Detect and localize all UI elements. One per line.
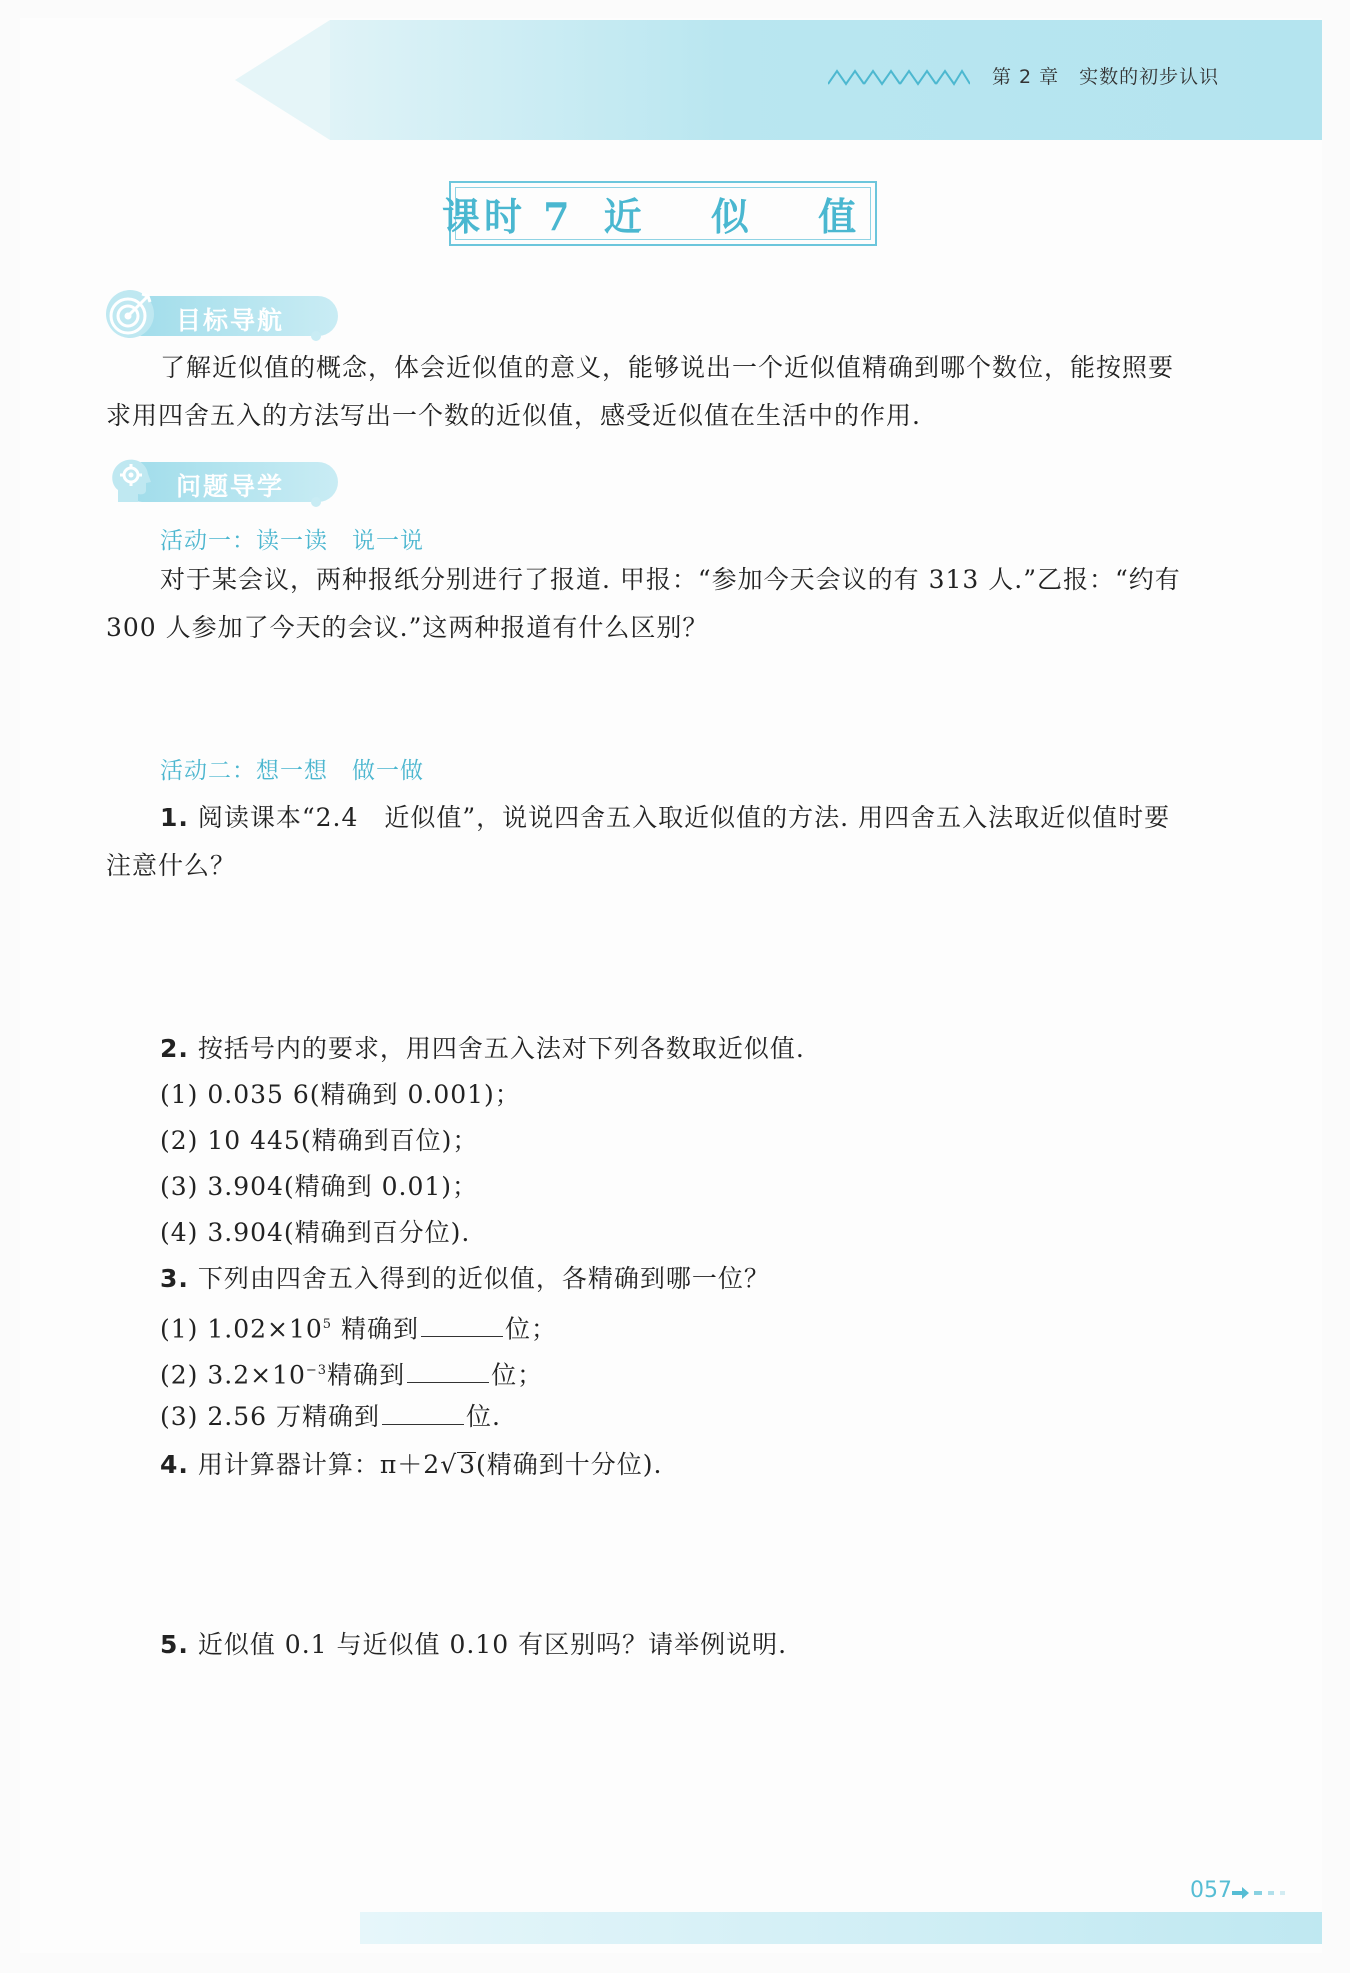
item-text: (2) 3.2×10 (160, 1360, 306, 1390)
item-text: (1) 1.02×10 (160, 1314, 323, 1344)
sqrt-sign: √ (440, 1450, 458, 1479)
header-mountain-icon (828, 68, 970, 86)
goal-line: 了解近似值的概念，体会近似值的意义，能够说出一个近似值精确到哪个数位，能按照要 (160, 353, 1175, 382)
page-number: 057 (1190, 1878, 1232, 1903)
item-text: 精确到 (327, 1360, 406, 1390)
item-text: 位； (505, 1314, 558, 1344)
question-3 (160, 1255, 770, 1303)
goal-section-label: 目标导航 (176, 306, 285, 335)
lesson-title-box (441, 181, 885, 246)
question-number: 3. (160, 1264, 189, 1293)
question-number: 1. (160, 803, 189, 832)
goal-line: 求用四舍五入的方法写出一个数的近似值，感受近似值在生活中的作用. (106, 401, 921, 430)
page-title (442, 186, 884, 241)
question-text: (精确到十分位). (476, 1450, 663, 1479)
question-2-item: (3) 3.904(精确到 0.01)； (160, 1172, 479, 1201)
question-3-item (160, 1393, 501, 1441)
answer-blank[interactable] (421, 1314, 503, 1337)
lesson-number: 课时 7 (441, 194, 574, 239)
pill-tail (311, 497, 321, 507)
question-1-line: 注意什么？ (106, 851, 237, 880)
question-text: 按括号内的要求，用四舍五入法对下列各数取近似值. (197, 1034, 805, 1063)
question-3-item (160, 1301, 557, 1353)
head-gear-icon (104, 454, 156, 506)
question-text: 下列由四舍五入得到的近似值，各精确到哪一位？ (197, 1264, 770, 1293)
question-number: 5. (160, 1630, 189, 1659)
question-text: 近似值 0.1 与近似值 0.10 有区别吗？请举例说明. (197, 1630, 788, 1659)
lesson-topic: 近 似 值 (603, 194, 885, 239)
activity-one-line: 300 人参加了今天的会议.”这两种报道有什么区别？ (106, 613, 709, 642)
header-text (992, 62, 1239, 89)
target-icon (104, 288, 156, 340)
radicand: 3 (459, 1450, 477, 1479)
guide-section-label: 问题导学 (176, 472, 285, 501)
question-2 (160, 1025, 805, 1073)
activity-one-label: 活动一：读一读 说一说 (160, 528, 424, 554)
exponent: −3 (305, 1363, 328, 1378)
question-1 (160, 794, 1170, 842)
question-number: 2. (160, 1034, 189, 1063)
chapter-number: 第 2 章 (992, 66, 1060, 88)
question-number: 4. (160, 1450, 189, 1479)
item-text: 精确到 (332, 1314, 420, 1344)
question-2-item: (2) 10 445(精确到百位)； (160, 1126, 479, 1155)
pill-tail (311, 331, 321, 341)
question-text: 用计算器计算：π＋2 (197, 1450, 441, 1479)
chapter-title: 实数的初步认识 (1079, 66, 1220, 88)
answer-blank[interactable] (382, 1402, 464, 1425)
question-4 (160, 1441, 663, 1489)
question-5 (160, 1621, 787, 1669)
question-2-item: (4) 3.904(精确到百分位). (160, 1218, 471, 1247)
exponent: 5 (322, 1317, 333, 1332)
item-text: 位. (465, 1402, 501, 1431)
question-text: 阅读课本“2.4 近似值”，说说四舍五入取近似值的方法. 用四舍五入法取近似值时要 (197, 803, 1171, 832)
item-text: (3) 2.56 万精确到 (160, 1402, 380, 1431)
question-2-item: (1) 0.035 6(精确到 0.001)； (160, 1080, 521, 1109)
header-chevron (235, 20, 330, 140)
item-text: 位； (491, 1360, 544, 1390)
activity-one-line: 对于某会议，两种报纸分别进行了报道. 甲报：“参加今天会议的有 313 人.”乙报：“约有 (160, 565, 1181, 594)
question-3-item (160, 1347, 543, 1399)
activity-two-label: 活动二：想一想 做一做 (160, 758, 424, 784)
arrow-right-icon (1232, 1886, 1292, 1900)
answer-blank[interactable] (407, 1360, 489, 1383)
footer-band (360, 1912, 1322, 1944)
